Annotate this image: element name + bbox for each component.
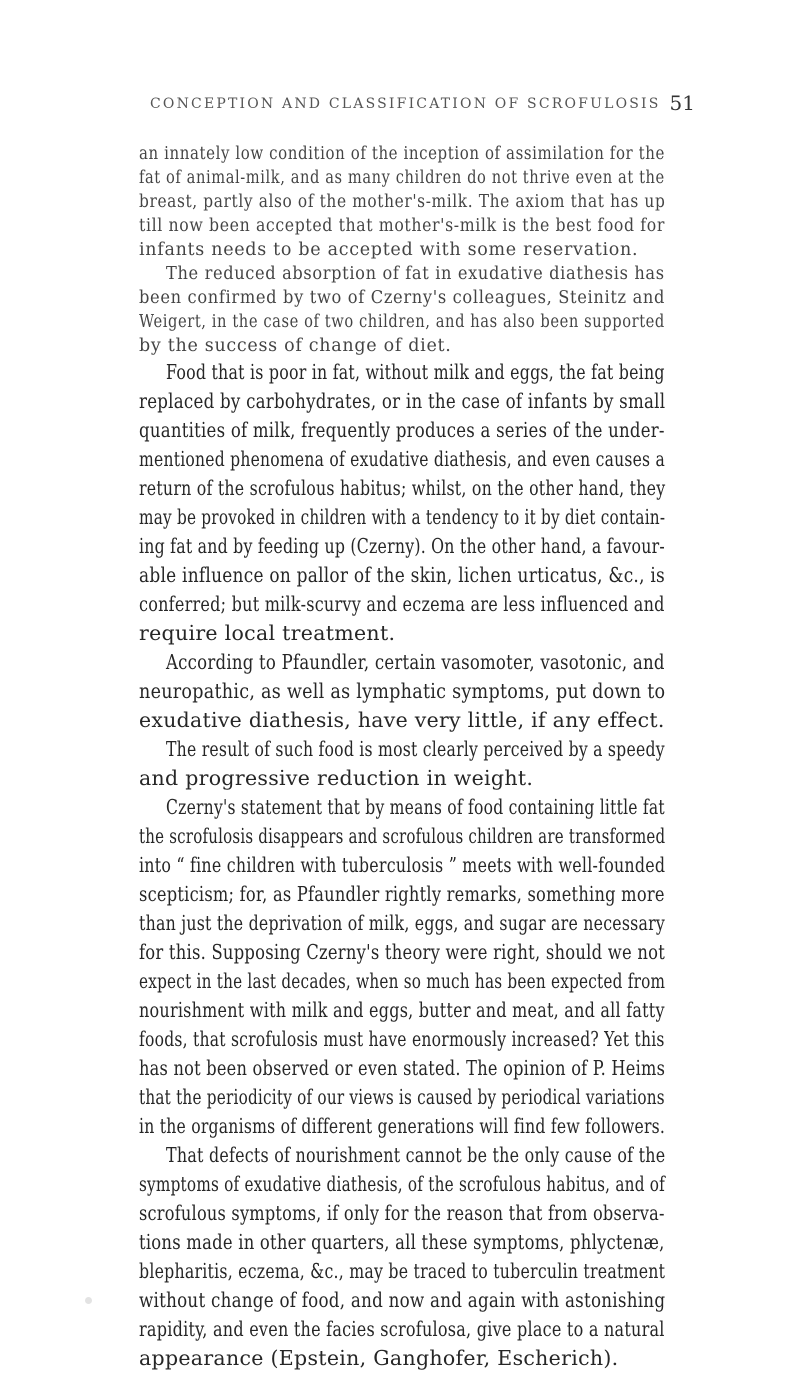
text-line: blepharitis, eczema, &c., may be traced to tuberculin treatment — [139, 1259, 666, 1283]
text-line: mentioned phenomena of exudative diathesis, and even causes a — [139, 447, 665, 471]
text-line: infants needs to be accepted with some reservation. — [139, 240, 639, 260]
text-line: Food that is poor in fat, without milk and eggs, the fat being — [166, 360, 665, 384]
text-line: without change of food, and now and again with astonishing — [139, 1288, 666, 1312]
text-line: neuropathic, as well as lymphatic symptoms, put down to — [139, 679, 666, 703]
text-line: conferred; but milk-scurvy and eczema are less influenced and — [139, 592, 665, 616]
text-line: replaced by carbohydrates, or in the case of infants by small — [139, 389, 666, 413]
text-line: require local treatment. — [139, 621, 396, 645]
text-line: than just the deprivation of milk, eggs, and sugar are necessary — [139, 911, 665, 935]
text-line: may be provoked in children with a tendency to it by diet contain- — [139, 505, 666, 529]
text-line: foods, that scrofulosis must have enormously increased? Yet this — [139, 1027, 665, 1051]
text-line: been confirmed by two of Czerny's colleagues, Steinitz and — [139, 288, 666, 308]
text-line: Weigert, in the case of two children, and has also been supported — [139, 312, 665, 332]
text-line: tions made in other quarters, all these symptoms, phlyctenæ, — [139, 1230, 665, 1254]
text-line: the scrofulosis disappears and scrofulous children are transformed — [139, 824, 666, 848]
text-line: return of the scrofulous habitus; whilst, on the other hand, they — [139, 476, 666, 500]
text-line: till now been accepted that mother's-milk is the best food for — [139, 216, 665, 236]
text-line: by the success of change of diet. — [139, 336, 452, 356]
text-line: That defects of nourishment cannot be the only cause of the — [166, 1143, 666, 1167]
text-line: has not been observed or even stated. The opinion of P. Heims — [139, 1056, 666, 1080]
text-line: expect in the last decades, when so much has been expected from — [139, 969, 666, 993]
text-line: in the organisms of different generations will find few followers. — [139, 1114, 666, 1138]
page-header — [120, 91, 695, 124]
text-line: quantities of milk, frequently produces a series of the under- — [139, 418, 665, 442]
text-line: able influence on pallor of the skin, lichen urticatus, &c., is — [139, 563, 665, 587]
text-line: an innately low condition of the inception of assimilation for the — [139, 144, 665, 164]
text-line: exudative diathesis, have very little, if any effect. — [139, 708, 665, 732]
text-line: into “ fine children with tuberculosis ” meets with well-founded — [139, 853, 666, 877]
page-number: 51 — [669, 91, 695, 115]
running-head: CONCEPTION AND CLASSIFICATION OF SCROFULOSIS — [150, 96, 661, 112]
text-line: nourishment with milk and eggs, butter and meat, and all fatty — [139, 998, 665, 1022]
text-line: appearance (Epstein, Ganghofer, Escherich). — [139, 1346, 619, 1370]
ink-speck — [85, 1297, 92, 1304]
text-line: symptoms of exudative diathesis, of the scrofulous habitus, and of — [139, 1172, 666, 1196]
text-line: that the periodicity of our views is caused by periodical variations — [139, 1085, 665, 1109]
text-line: breast, partly also of the mother's-milk. The axiom that has up — [139, 192, 666, 212]
text-line: scepticism; for, as Pfaundler rightly remarks, something more — [139, 882, 665, 906]
text-line: fat of animal-milk, and as many children do not thrive even at the — [139, 168, 665, 188]
text-line: for this. Supposing Czerny's theory were right, should we not — [139, 940, 666, 964]
text-line: According to Pfaundler, certain vasomoter, vasotonic, and — [166, 650, 665, 674]
text-line: rapidity, and even the facies scrofulosa, give place to a natural — [139, 1317, 665, 1341]
text-line: Czerny's statement that by means of food containing little fat — [166, 795, 665, 819]
text-line: The result of such food is most clearly perceived by a speedy — [166, 737, 665, 761]
text-line: scrofulous symptoms, if only for the reason that from observa- — [139, 1201, 665, 1225]
text-line: and progressive reduction in weight. — [139, 766, 534, 790]
text-line: ing fat and by feeding up (Czerny). On the other hand, a favour- — [139, 534, 665, 558]
text-line: The reduced absorption of fat in exudative diathesis has — [166, 264, 665, 284]
